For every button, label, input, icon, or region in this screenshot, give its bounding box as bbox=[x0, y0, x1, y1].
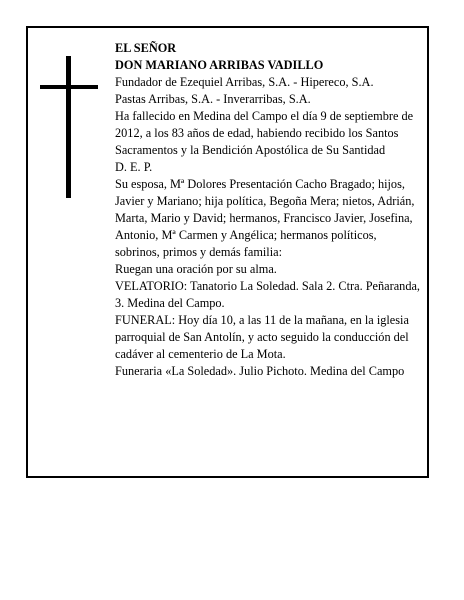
latin-cross-icon bbox=[40, 56, 98, 198]
obituary-notice bbox=[26, 26, 429, 478]
founder-companies-line1: Fundador de Ezequiel Arribas, S.A. - Hipereco, S.A. bbox=[115, 75, 374, 89]
wake-details: VELATORIO: Tanatorio La Soledad. Sala 2. Ctra. Peñaranda, 3. Medina del Campo. bbox=[115, 279, 421, 310]
death-announcement: Ha fallecido en Medina del Campo el día 9 de septiembre de 2012, a los 83 años de edad, habiendo recibido los Santos Sacramentos y la Bendición Apostólica de Su Santidad bbox=[115, 109, 414, 157]
obituary-text bbox=[115, 40, 421, 380]
funeral-details: FUNERAL: Hoy día 10, a las 11 de la mañana, en la iglesia parroquial de San Antolín, y acto seguido la conducción del cadáver al cementerio de La Mota. bbox=[115, 313, 409, 361]
funeral-home: Funeraria «La Soledad». Julio Pichoto. Medina del Campo bbox=[115, 364, 405, 378]
prayer-request: Ruegan una oración por su alma. bbox=[115, 262, 277, 276]
founder-companies-line2: Pastas Arribas, S.A. - Inverarribas, S.A. bbox=[115, 92, 311, 106]
deceased-honorific: EL SEÑOR bbox=[115, 41, 177, 55]
deceased-name: DON MARIANO ARRIBAS VADILLO bbox=[115, 58, 324, 72]
cross-horizontal-bar bbox=[40, 85, 98, 89]
cross-vertical-bar bbox=[66, 56, 71, 198]
family-mourners: Su esposa, Mª Dolores Presentación Cacho Bragado; hijos, Javier y Mariano; hija política, Begoña Mera; nietos, Adrián, Marta, Mario y David; hermanos, Francisco Javier, Josefina, Antonio, Mª Carmen y Angélica; hermanos políticos, sobrinos, primos y demás familia: bbox=[115, 177, 415, 259]
rest-in-peace: D. E. P. bbox=[115, 160, 153, 174]
